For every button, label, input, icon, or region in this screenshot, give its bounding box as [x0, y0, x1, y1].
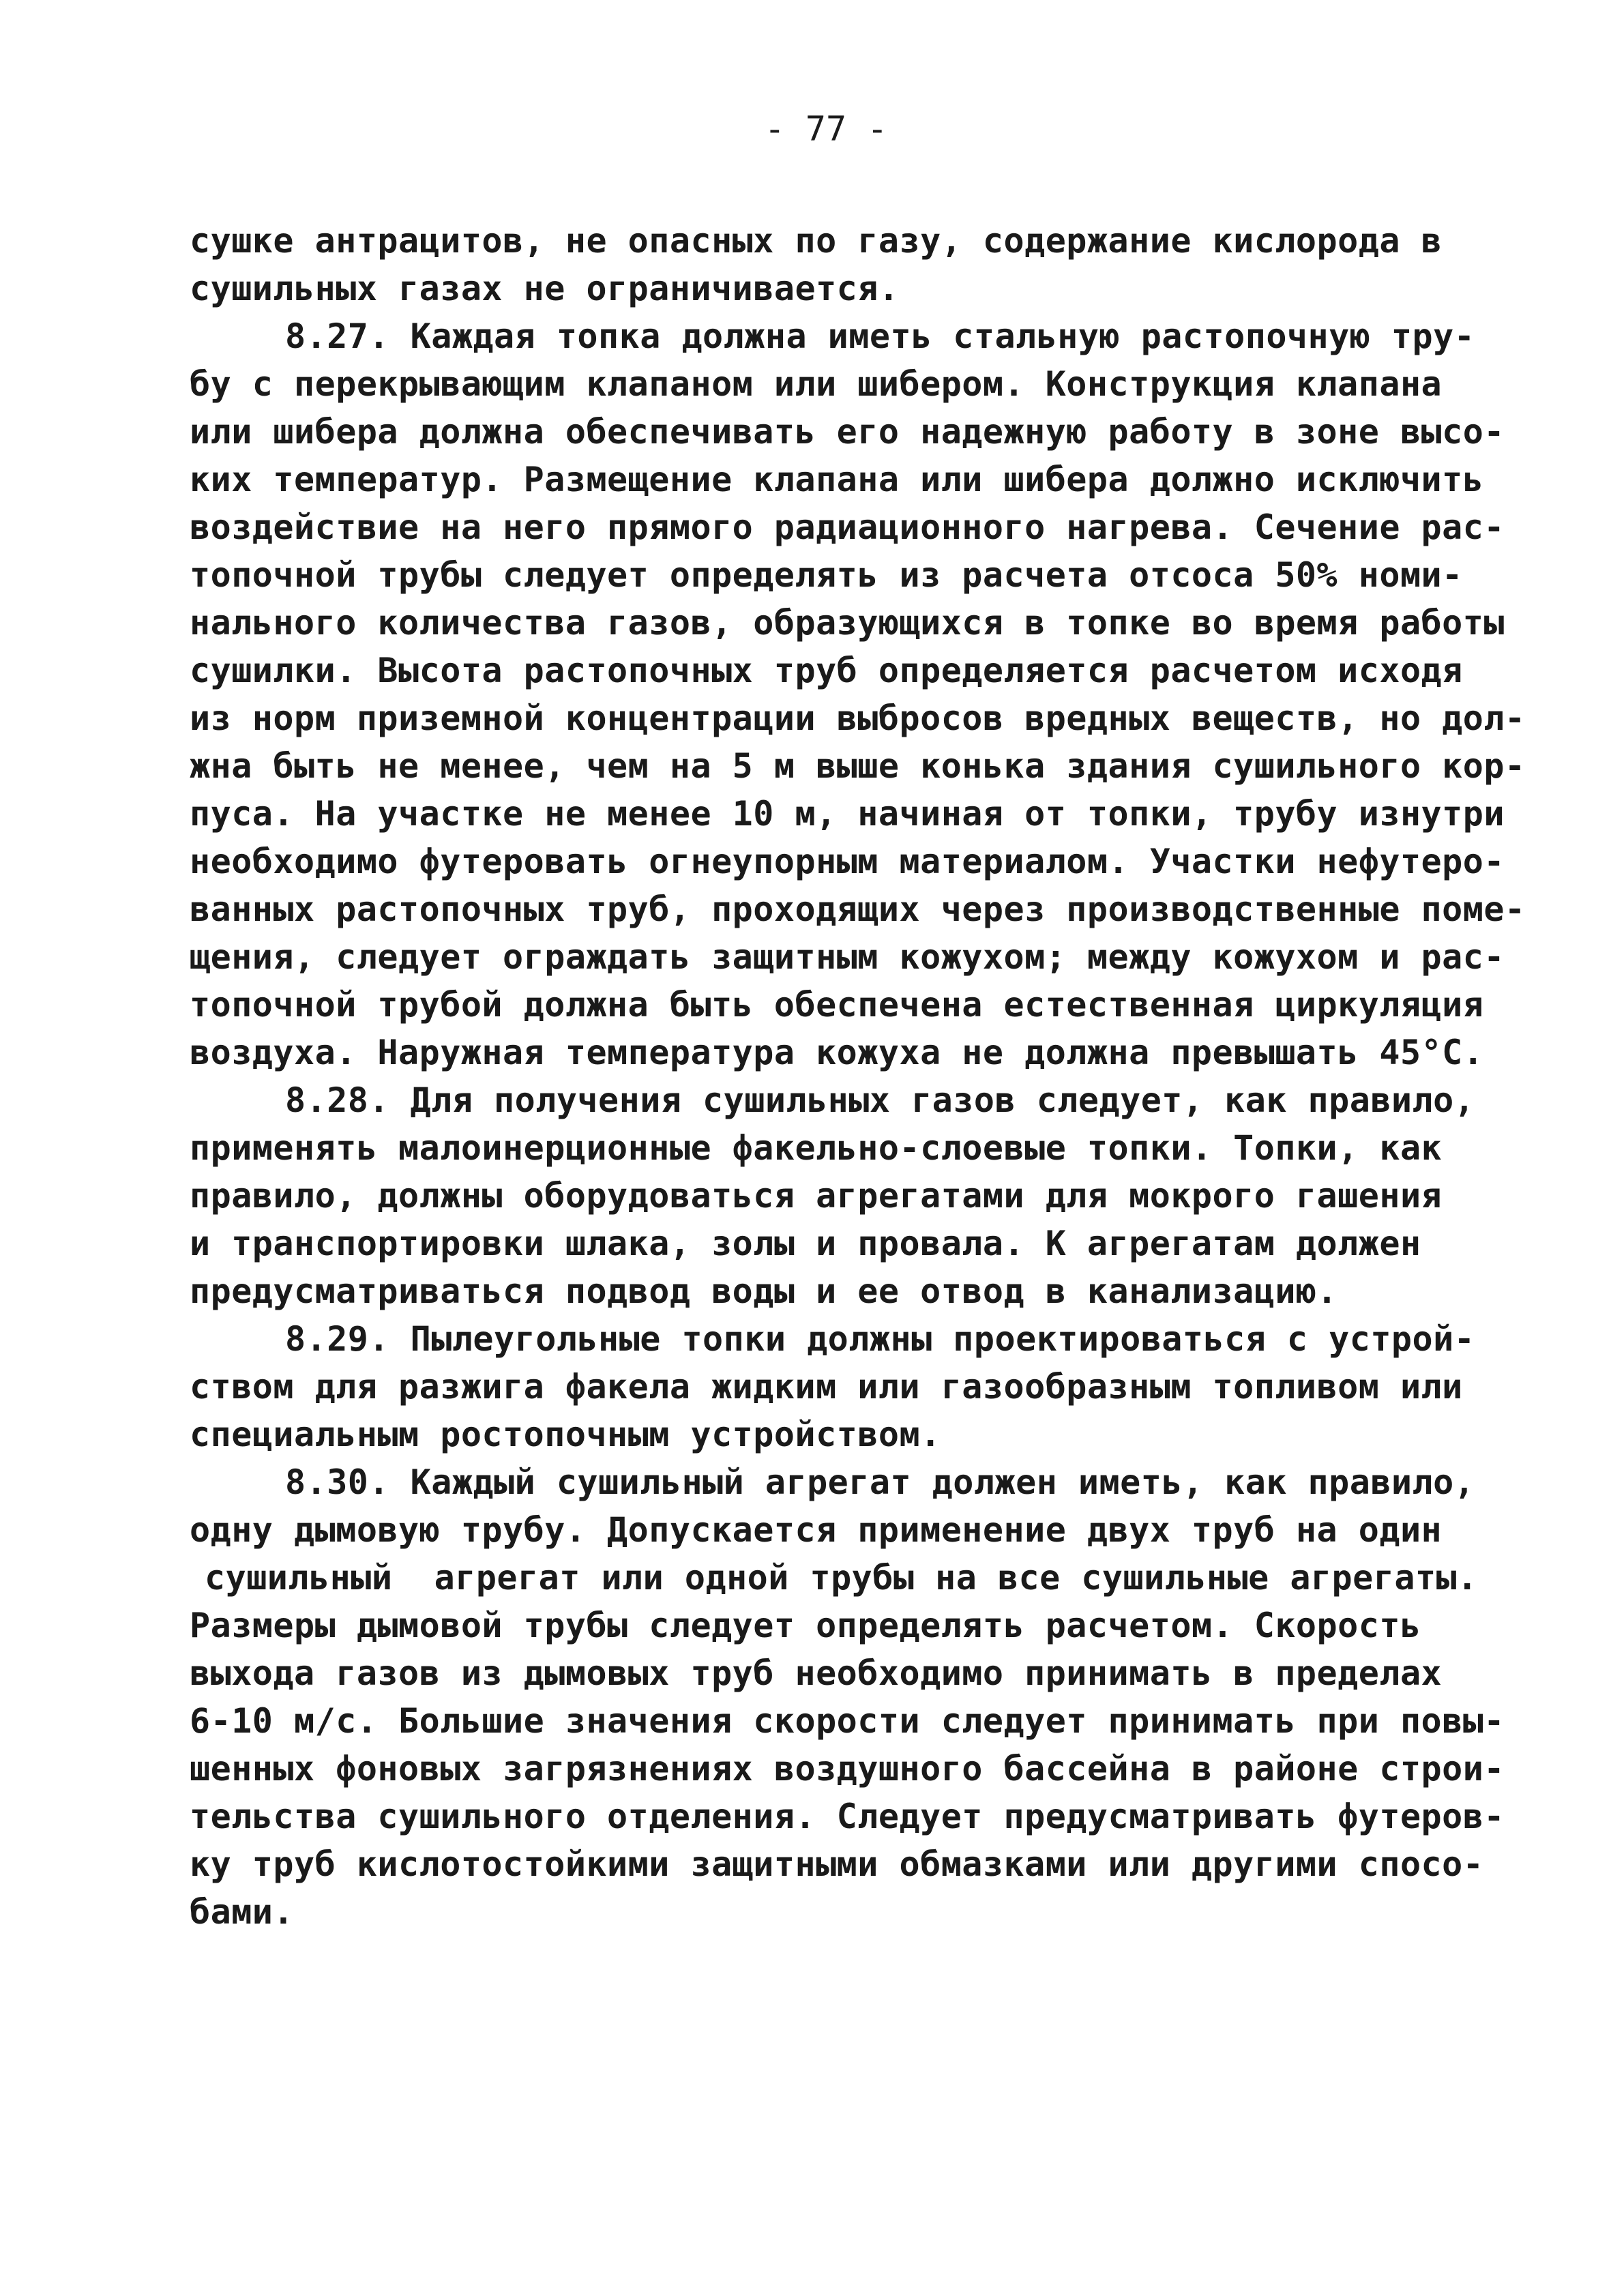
- text-line: правило, должны оборудоваться агрегатами для мокрого гашения: [190, 1176, 1443, 1216]
- text-line: необходимо футеровать огнеупорным материалом. Участки нефутеро-: [190, 842, 1505, 881]
- text-line: 8.28. Для получения сушильных газов следует, как правило,: [285, 1080, 1475, 1120]
- text-line: ванных растопочных труб, проходящих через производственные поме-: [190, 889, 1526, 929]
- text-line: сушильных газах не ограничивается.: [190, 269, 900, 308]
- text-line: и транспортировки шлака, золы и провала. К агрегатам должен: [190, 1224, 1421, 1263]
- text-line: бами.: [190, 1892, 295, 1932]
- text-line: выхода газов из дымовых труб необходимо принимать в пределах: [190, 1653, 1443, 1693]
- text-line: 6-10 м/с. Большие значения скорости следует принимать при повы-: [190, 1701, 1505, 1741]
- text-line: шенных фоновых загрязнениях воздушного бассейна в районе строи-: [190, 1749, 1505, 1789]
- text-line: или шибера должна обеспечивать его надежную работу в зоне высо-: [190, 412, 1505, 452]
- text-line: топочной трубой должна быть обеспечена естественная циркуляция: [190, 985, 1484, 1025]
- text-line: воздуха. Наружная температура кожуха не должна превышать 45°С.: [190, 1033, 1484, 1072]
- body-text: [190, 217, 1526, 1936]
- text-line: бу с перекрывающим клапаном или шибером. Конструкция клапана: [190, 364, 1443, 404]
- text-line: ством для разжига факела жидким или газообразным топливом или: [190, 1367, 1463, 1407]
- text-line: Размеры дымовой трубы следует определять расчетом. Скорость: [190, 1606, 1421, 1645]
- text-line: 8.30. Каждый сушильный агрегат должен иметь, как правило,: [285, 1462, 1475, 1502]
- text-line: специальным ростопочным устройством.: [190, 1415, 941, 1454]
- text-line: жна быть не менее, чем на 5 м выше конька здания сушильного кор-: [190, 746, 1526, 786]
- page-number: - 77 -: [764, 109, 888, 149]
- text-line: сушилки. Высота растопочных труб определяется расчетом исходя: [190, 651, 1463, 690]
- text-line: ких температур. Размещение клапана или шибера должно исключить: [190, 460, 1484, 499]
- text-line: топочной трубы следует определять из расчета отсоса 50% номи-: [190, 555, 1463, 595]
- text-line: 8.29. Пылеугольные топки должны проектироваться с устрой-: [285, 1319, 1475, 1359]
- text-line: щения, следует ограждать защитным кожухом; между кожухом и рас-: [190, 937, 1505, 977]
- text-line: одну дымовую трубу. Допускается применение двух труб на один: [190, 1510, 1443, 1550]
- text-line: пуса. На участке не менее 10 м, начиная от топки, трубу изнутри: [190, 794, 1505, 834]
- text-line: ку труб кислотостойкими защитными обмазками или другими спосо-: [190, 1844, 1484, 1884]
- text-line: сушке антрацитов, не опасных по газу, содержание кислорода в: [190, 221, 1443, 261]
- text-line: тельства сушильного отделения. Следует предусматривать футеров-: [190, 1797, 1505, 1836]
- text-line: сушильный агрегат или одной трубы на все сушильные агрегаты.: [205, 1558, 1478, 1598]
- text-line: предусматриваться подвод воды и ее отвод в канализацию.: [190, 1271, 1338, 1311]
- text-line: 8.27. Каждая топка должна иметь стальную растопочную тру-: [285, 317, 1475, 356]
- text-line: применять малоинерционные факельно-слоевые топки. Топки, как: [190, 1128, 1443, 1168]
- text-line: из норм приземной концентрации выбросов вредных веществ, но дол-: [190, 698, 1526, 738]
- text-line: воздействие на него прямого радиационного нагрева. Сечение рас-: [190, 507, 1505, 547]
- text-line: нального количества газов, образующихся в топке во время работы: [190, 603, 1505, 643]
